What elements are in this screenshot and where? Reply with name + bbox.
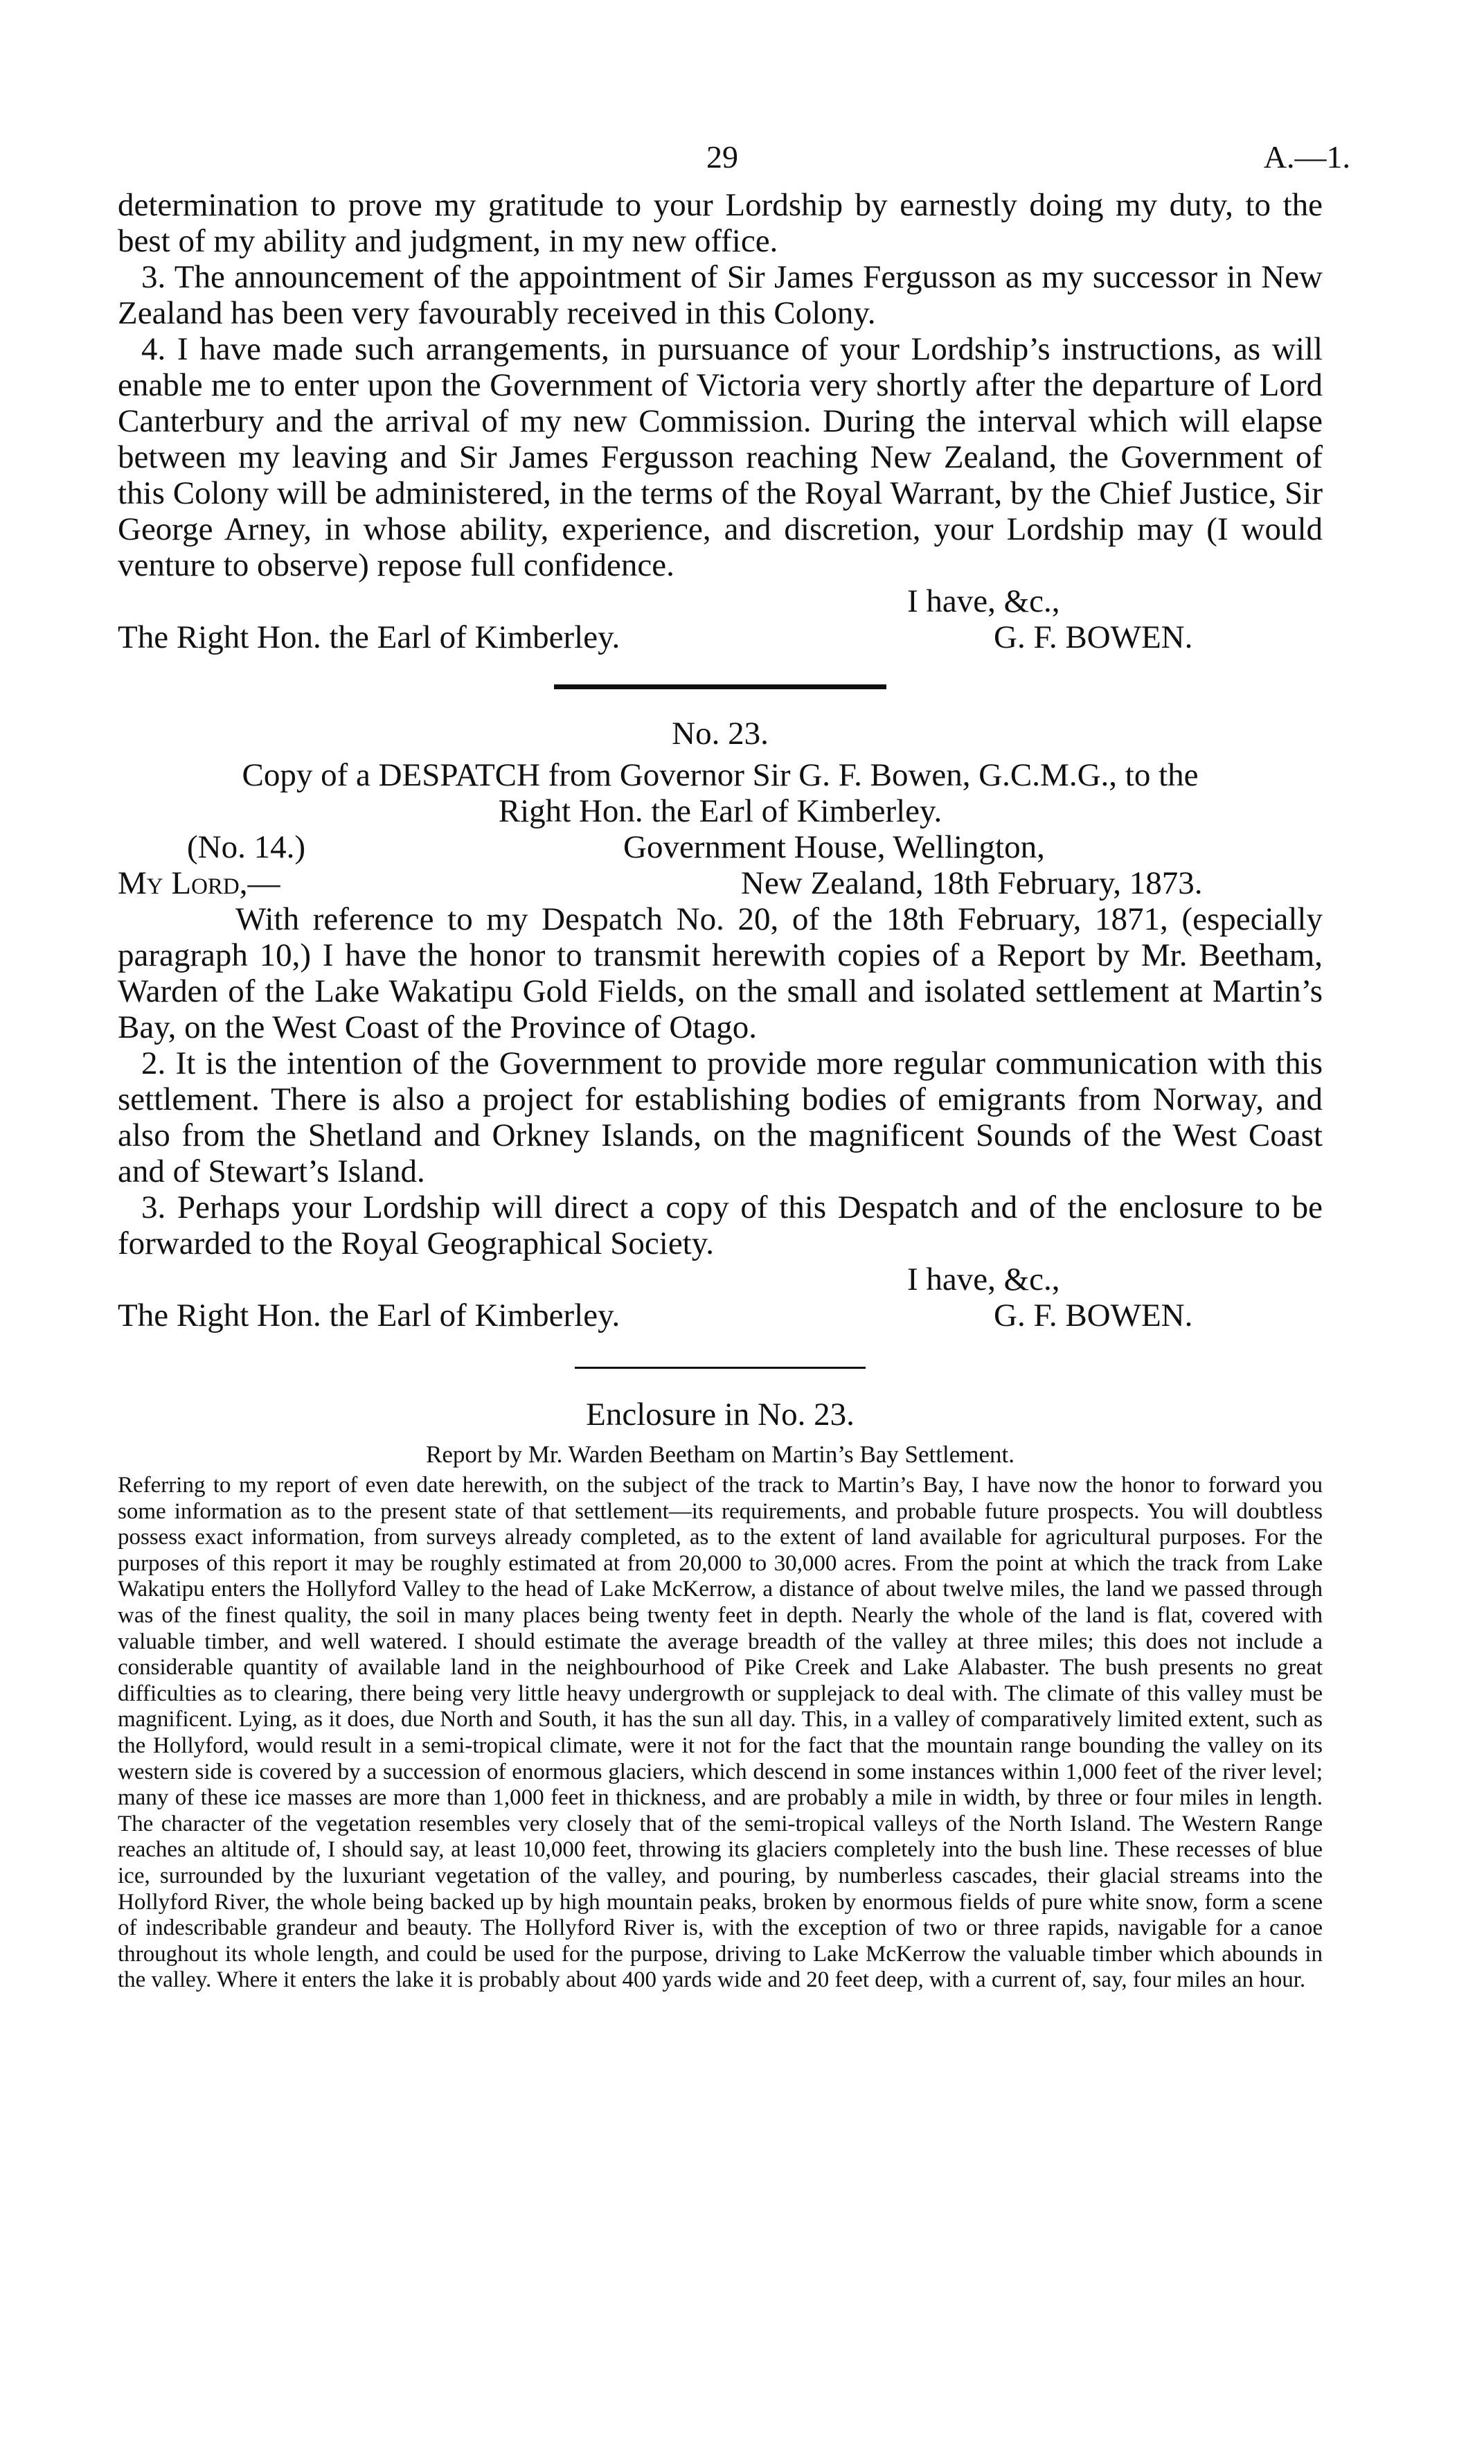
signature: G. F. BOWEN.: [994, 1297, 1193, 1333]
paragraph: determination to prove my gratitude to your Lordship by earnestly doing my duty, to the best of my ability and judgment, in my new office.: [118, 187, 1323, 259]
addressee: The Right Hon. the Earl of Kimberley.: [118, 1297, 620, 1333]
report-body: Referring to my report of even date herewith, on the subject of the track to Martin’s Bay, I have now the honor to forward you some information as to the present state of that settlement—its requirements, and probable future prospects. You will doubtless possess exact information, from surveys already completed, as to the extent of land available for agricultural purposes. For the purposes of this report it may be roughly estimated at from 20,000 to 30,000 acres. From the point at which the track from Lake Wakatipu enters the Hollyford Valley to the head of Lake McKerrow, a distance of about twelve miles, the land we passed through was of the finest quality, the soil in many places being twenty feet in depth. Nearly the whole of the land is flat, covered with valuable timber, and well watered. I should estimate the average breadth of the valley at three miles; this does not include a considerable quantity of available land in the neighbourhood of Pike Creek and Lake Alabaster. The bush presents no great difficulties as to clearing, there being very little heavy undergrowth or supplejack to deal with. The climate of this valley must be magnificent. Lying, as it does, due North and South, it has the sun all day. This, in a valley of comparatively limited extent, such as the Hollyford, would result in a semi-tropical climate, were it not for the fact that the mountain range bounding the valley on its western side is covered by a succession of enormous glaciers, which descend in some instances within 1,000 feet of the river level; many of these ice masses are more than 1,000 feet in thickness, and are probably a mile in width, by three or four miles in length. The character of the vegetation resembles very closely that of the semi-tropical valleys of the North Island. The Western Range reaches an altitude of, I should say, at least 10,000 feet, throwing its glaciers completely into the bush line. These recesses of blue ice, surrounded by the luxuriant vegetation of the valley, and pouring, by numberless cascades, their glacial streams into the Hollyford River, the whole being backed up by high mountain peaks, broken by enormous fields of pure white snow, form a scene of indescribable grandeur and beauty. The Hollyford River is, with the exception of two or three rapids, navigable for a canoe throughout its whole length, and could be used for the purpose, driving to Lake McKerrow the valuable timber which abounds in the valley. Where it enters the lake it is probably about 400 yards wide and 20 feet deep, with a current of, say, four miles an hour.: [118, 1473, 1323, 1993]
closing-formula: I have, &c.,: [907, 583, 1060, 619]
section-divider: [575, 1367, 866, 1369]
signature-line: [118, 619, 1323, 655]
paragraph: 4. I have made such arrangements, in pursuance of your Lordship’s instructions, as will enable me to enter upon the Government of Victoria very shortly after the departure of Lord Canterbury and the arrival of my new Commission. During the interval which will elapse between my leaving and Sir James Fergusson reaching New Zealand, the Government of this Colony will be administered, in the terms of the Royal Warrant, by the Chief Justice, Sir George Arney, in whose ability, experience, and discretion, your Lordship may (I would venture to observe) repose full confidence.: [118, 331, 1323, 583]
previous-despatch-ending: [118, 187, 1323, 655]
paragraph: 3. The announcement of the appointment of Sir James Fergusson as my successor in New Zealand has been very favourably received in this Colony.: [118, 259, 1323, 331]
report-title: Report by Mr. Warden Beetham on Martin’s Bay Settlement.: [426, 1441, 1014, 1468]
despatch-date: New Zealand, 18th February, 1873.: [741, 865, 1203, 901]
paragraph: 2. It is the intention of the Government to provide more regular communication with this settlement. There is also a project for establishing bodies of emigrants from Norway, and also from the Shetland and Orkney Islands, on the magnificent Sounds of the West Coast and of Stewart’s Island.: [118, 1045, 1323, 1189]
addressee: The Right Hon. the Earl of Kimberley.: [118, 619, 620, 655]
enclosure-title: Enclosure in No. 23.: [586, 1397, 855, 1433]
paragraph: With reference to my Despatch No. 20, of the 18th February, 1871, (especially paragraph 10,) I have the honor to transmit herewith copies of a Report by Mr. Beetham, Warden of the Lake Wakatipu Gold Fields, on the small and isolated settlement at Martin’s Bay, on the West Coast of the Province of Otago.: [118, 901, 1323, 1045]
despatch-number: No. 23.: [672, 716, 769, 752]
closing-formula: I have, &c.,: [907, 1261, 1060, 1297]
reference-line: [118, 829, 1323, 865]
enclosure-section: [118, 1397, 1323, 1994]
despatch-ref-number: (No. 14.): [187, 829, 305, 865]
page-number: 29: [706, 139, 738, 175]
despatch-no-23: [118, 716, 1323, 1333]
signature: G. F. BOWEN.: [994, 619, 1193, 655]
salutation: My Lord,—: [118, 865, 280, 901]
sender-location: Government House, Wellington,: [623, 829, 1045, 865]
section-divider: [554, 684, 886, 689]
salutation-line: [118, 865, 1323, 901]
document-page: [118, 139, 1350, 1994]
document-reference: A.—1.: [1263, 139, 1350, 175]
signature-line: [118, 1297, 1323, 1333]
despatch-title-continued: Right Hon. the Earl of Kimberley.: [498, 793, 942, 829]
paragraph: 3. Perhaps your Lordship will direct a copy of this Despatch and of the enclosure to be forwarded to the Royal Geographical Society.: [118, 1189, 1323, 1261]
despatch-title: Copy of a DESPATCH from Governor Sir G. F. Bowen, G.C.M.G., to the: [242, 757, 1199, 793]
page-header: [118, 139, 1350, 187]
